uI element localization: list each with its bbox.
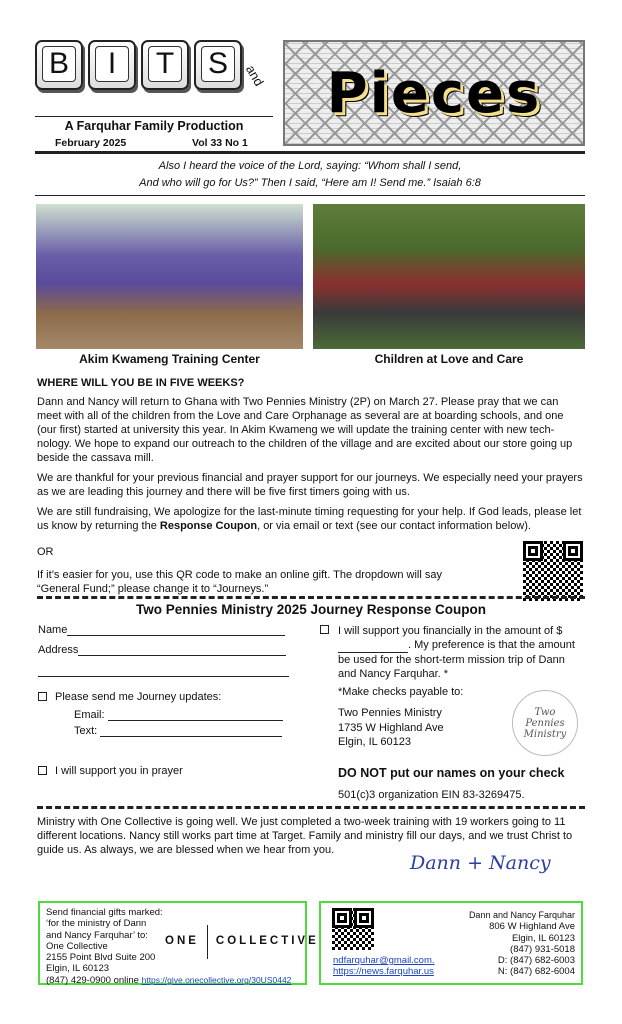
masthead-key-b bbox=[35, 40, 83, 90]
payee-address bbox=[338, 706, 444, 750]
photo-children bbox=[313, 204, 585, 349]
masthead-key-i bbox=[88, 40, 136, 90]
contact-phone-dann: D: (847) 682-6003 bbox=[497, 955, 575, 967]
coupon-cut-line bbox=[37, 596, 585, 599]
option-label: I will support you financially in the amount of bbox=[338, 625, 554, 637]
text: We are still fundraising, We apologize for the last-minute timing requesting for your help. If God leads, please let us know by returning the bbox=[37, 506, 582, 532]
field-line[interactable] bbox=[78, 644, 286, 656]
key-letter: T bbox=[148, 46, 182, 82]
logo-divider bbox=[207, 925, 208, 959]
signature: Dann + Nancy bbox=[410, 852, 551, 874]
coupon-title: Two Pennies Ministry 2025 Journey Response Coupon bbox=[135, 602, 487, 617]
divider bbox=[35, 116, 273, 117]
contact-address bbox=[469, 910, 575, 978]
photo-training-center bbox=[36, 204, 303, 349]
quote-line: Also I heard the voice of the Lord, saying: “Whom shall I send, bbox=[158, 160, 462, 172]
contact-street: 806 W Highland Ave bbox=[489, 921, 575, 933]
option-label: Please send me Journey updates: bbox=[55, 691, 222, 703]
field-line[interactable] bbox=[67, 624, 285, 636]
email-field[interactable] bbox=[74, 709, 283, 721]
closing-paragraph: Ministry with One Collective is going well. We just completed a two-week training with 19 workers going to 11 different locations. Nancy still works part time at Target. Family and ministry fill our days, and we trust Christ to guide us. As always, we are blessed when we hear from you. bbox=[37, 816, 573, 856]
field-line[interactable] bbox=[108, 709, 283, 721]
logo-word: COLLECTIVE bbox=[215, 935, 319, 948]
or-label: OR bbox=[37, 546, 54, 558]
issue-date: February 2025 bbox=[55, 137, 127, 149]
article-paragraph: Dann and Nancy will return to Ghana with Two Pennies Ministry (2P) on March 27. Please pray that we can meet with all of the children from the Love and Care Orphanage as several are at boarding schools, and one (our first) started at university this year. In Akim Kwameng we will update the training center with new tech-nology. We hope to expand our outreach to the children of the village and are excited about our store going up beside the cassava mill. bbox=[37, 396, 573, 464]
checkbox[interactable] bbox=[38, 766, 47, 775]
contact-name: Dann and Nancy Farquhar bbox=[468, 910, 575, 920]
name-field[interactable] bbox=[38, 624, 285, 636]
field-line[interactable] bbox=[100, 725, 282, 737]
email-link[interactable]: ndfarquhar@gmail.com. bbox=[333, 955, 435, 966]
contact-box bbox=[319, 901, 583, 985]
checkbox[interactable] bbox=[320, 625, 329, 634]
give-link[interactable]: https://give.onecollective.org/30US0442 bbox=[141, 974, 292, 985]
financial-checkbox-wrap[interactable] bbox=[320, 624, 332, 636]
checkbox[interactable] bbox=[38, 692, 47, 701]
gift-line: and Nancy Farquhar’ to: bbox=[46, 929, 148, 941]
scripture-quote bbox=[35, 158, 585, 192]
one-collective-box bbox=[38, 901, 319, 986]
subtitle: A Farquhar Family Production bbox=[64, 119, 244, 133]
check-warning: DO NOT put our names on your check bbox=[338, 766, 565, 780]
article-paragraph bbox=[37, 505, 585, 533]
key-letter: I bbox=[95, 46, 129, 82]
divider bbox=[35, 151, 585, 154]
address-field[interactable] bbox=[38, 644, 286, 656]
pieces-banner bbox=[283, 40, 585, 146]
key-letter: B bbox=[42, 46, 76, 82]
gift-line: One Collective bbox=[46, 940, 108, 952]
financial-option bbox=[338, 624, 578, 681]
field-label: Name bbox=[38, 624, 68, 636]
payable-note: *Make checks payable to: bbox=[338, 686, 464, 698]
logo-word: ONE bbox=[165, 935, 199, 948]
two-pennies-logo: Two Pennies Ministry bbox=[512, 690, 578, 756]
response-coupon-emphasis: Response Coupon bbox=[159, 520, 258, 532]
pieces-title: Pieces bbox=[326, 60, 542, 126]
contact-phone: (847) 931-5018 bbox=[510, 943, 575, 955]
prayer-option[interactable] bbox=[38, 765, 183, 777]
article bbox=[37, 376, 585, 601]
gift-line: ‘for the ministry of Dann bbox=[46, 918, 147, 930]
payee-city: Elgin, IL 60123 bbox=[338, 736, 411, 748]
photo-caption: Children at Love and Care bbox=[374, 352, 524, 366]
contact-qr-code[interactable] bbox=[332, 908, 374, 950]
updates-option[interactable] bbox=[38, 691, 221, 703]
article-paragraph: We are thankful for your previous financial and prayer support for our journeys. We especially need your prayers as we are leading this journey and there will be five first timers going with us. bbox=[37, 472, 583, 498]
contact-city: Elgin, IL 60123 bbox=[511, 932, 575, 944]
key-letter: S bbox=[201, 46, 235, 82]
text: , or via email or text (see our contact information below). bbox=[257, 520, 531, 532]
qr-gift-section bbox=[37, 541, 585, 601]
contact-phone-nancy: N: (847) 682-6004 bbox=[497, 966, 575, 978]
quote-line: And who will go for Us?” Then I said, “Here am I! Send me.” Isaiah 6:8 bbox=[139, 177, 481, 189]
masthead-key-s bbox=[194, 40, 242, 90]
website-link[interactable]: https://news.farquhar.us bbox=[333, 966, 434, 978]
one-collective-phone: (847) 429-0900 online bbox=[46, 974, 142, 986]
divider bbox=[35, 195, 585, 196]
donation-qr-code[interactable] bbox=[523, 541, 583, 601]
issue-volume: Vol 33 No 1 bbox=[192, 137, 248, 149]
article-heading: WHERE WILL YOU BE IN FIVE WEEKS? bbox=[37, 377, 245, 389]
payee-name: Two Pennies Ministry bbox=[338, 707, 442, 719]
field-label: Address bbox=[38, 644, 79, 656]
text-field[interactable] bbox=[74, 725, 282, 737]
one-collective-logo bbox=[165, 925, 319, 959]
payee-street: 1735 W Highland Ave bbox=[338, 721, 444, 734]
photo-caption: Akim Kwameng Training Center bbox=[79, 352, 260, 366]
amount-field[interactable] bbox=[338, 641, 408, 653]
coupon-cut-line bbox=[37, 806, 585, 809]
ein-note: 501(c)3 organization EIN 83-3269475. bbox=[338, 789, 525, 801]
gift-line: Send financial gifts marked: bbox=[46, 907, 163, 918]
option-label: I will support you in prayer bbox=[55, 765, 183, 777]
field-label: Text: bbox=[74, 725, 98, 737]
address-line-2[interactable] bbox=[38, 676, 289, 677]
gift-line: 2155 Point Blvd Suite 200 bbox=[46, 952, 156, 964]
masthead-key-t bbox=[141, 40, 189, 90]
gift-line: Elgin, IL 60123 bbox=[46, 963, 110, 975]
dollar-sign: $ bbox=[556, 625, 563, 637]
qr-instructions: If it’s easier for you, use this QR code to make an online gift. The dropdown will say “General Fund;” please change it to “Journeys.” bbox=[37, 569, 442, 595]
field-label: Email: bbox=[74, 709, 105, 721]
option-label: . My preference is that the amount be used for the short-term mission trip of Dann and Nancy Farquhar. * bbox=[338, 639, 575, 680]
masthead-and: and bbox=[242, 62, 267, 89]
